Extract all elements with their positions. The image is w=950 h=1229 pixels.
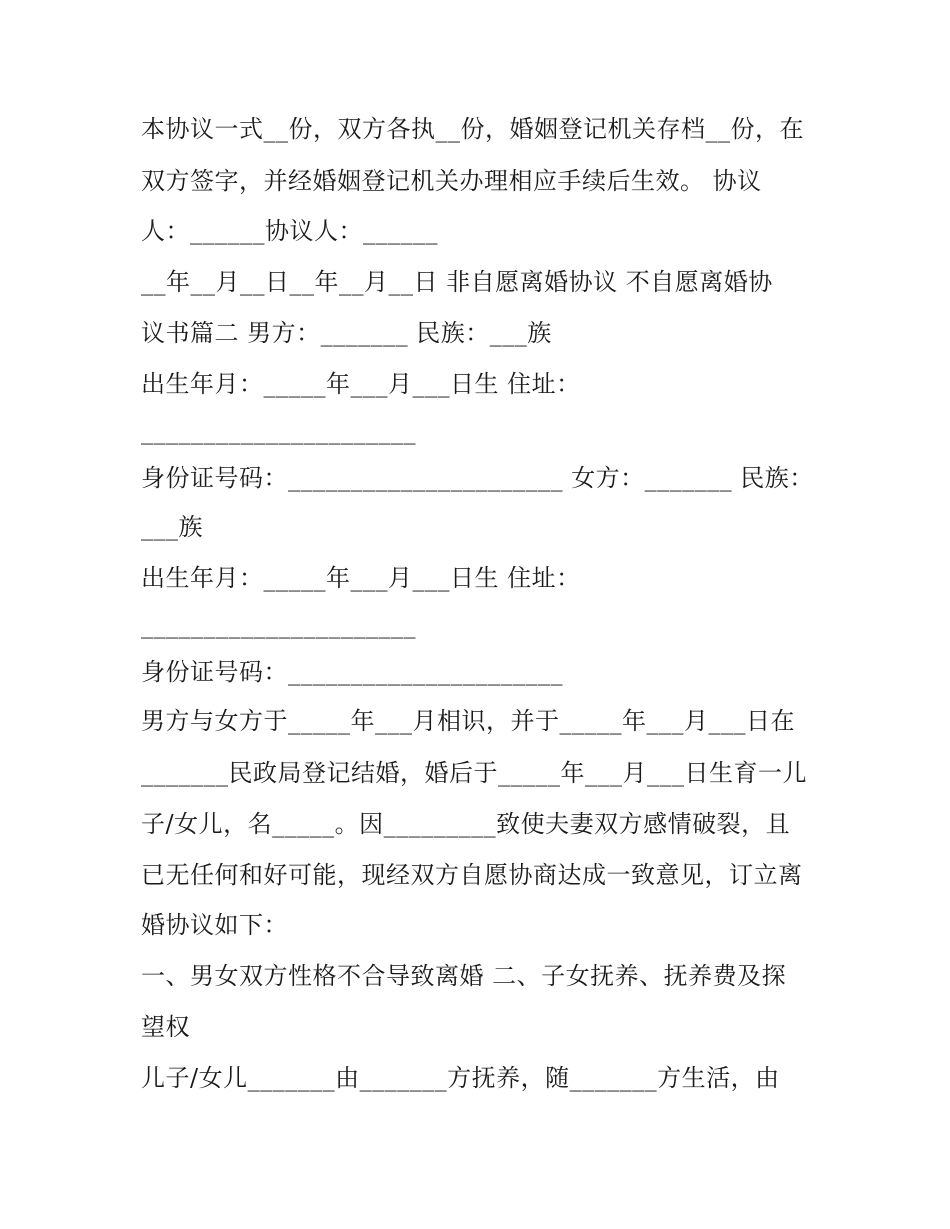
text-line: 双方签字，并经婚姻登记机关办理相应手续后生效。 协议 xyxy=(141,167,762,195)
text-line: ______________________ xyxy=(141,417,416,445)
text-line: 已无任何和好可能，现经双方自愿协商达成一致意见，订立离 xyxy=(141,861,803,889)
text-line: ___族 xyxy=(141,513,203,541)
text-line: ______________________ xyxy=(141,611,416,639)
text-line: 人：______协议人：______ xyxy=(141,217,438,245)
text-line: __年__月__日__年__月__日 非自愿离婚协议 不自愿离婚协 xyxy=(141,268,773,296)
text-line: 本协议一式__份，双方各执__份，婚姻登记机关存档__份，在 xyxy=(141,115,804,143)
text-line: _______民政局登记结婚，婚后于_____年___月___日生育一儿 xyxy=(141,759,807,787)
text-line: 一、男女双方性格不合导致离婚 二、子女抚养、抚养费及探 xyxy=(141,962,787,990)
text-line: 婚协议如下： xyxy=(141,911,288,939)
text-line: 出生年月：_____年___月___日生 住址： xyxy=(141,370,581,398)
text-line: 望权 xyxy=(141,1013,190,1041)
text-line: 儿子/女儿_______由_______方抚养，随_______方生活，由 xyxy=(141,1064,780,1092)
text-line: 子/女儿，名_____。因_________致使夫妻双方感情破裂，且 xyxy=(141,810,791,838)
text-line: 男方与女方于_____年___月相识，并于_____年___月___日在 xyxy=(141,707,795,735)
text-line: 出生年月：_____年___月___日生 住址： xyxy=(141,564,581,592)
text-line: 身份证号码：______________________ 女方：_______ 民族： xyxy=(141,464,814,492)
text-line: 议书篇二 男方：_______ 民族：___族 xyxy=(141,319,552,347)
text-line: 身份证号码：______________________ xyxy=(141,658,563,686)
